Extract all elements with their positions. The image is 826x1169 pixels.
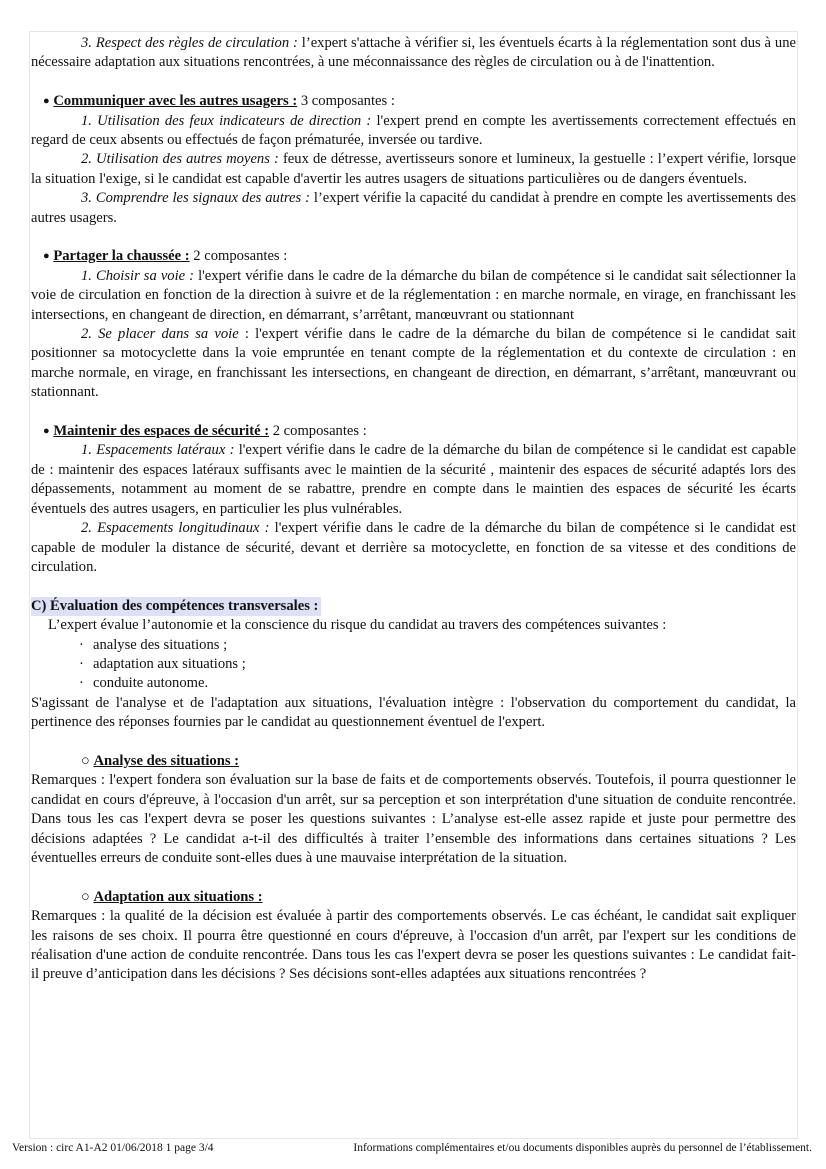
rule-respect-title: 3. Respect des règles de circulation : xyxy=(81,35,298,51)
maintenir-component-2 xyxy=(31,519,796,577)
communiquer-component-2 xyxy=(31,150,796,189)
analyse-heading: Analyse des situations : xyxy=(93,752,240,769)
partager-heading-line xyxy=(31,247,796,266)
communiquer-heading: Communiquer avec les autres usagers : xyxy=(53,93,298,110)
maintenir-count: 2 composantes : xyxy=(269,423,367,440)
adaptation-text: Remarques : la qualité de la décision est évaluée à partir des comportements observés. Le cas échéant, le candidat sait expliquer les raisons de ses choix. Il pourra être questionné en cours d'épreuve, à l'occasion d'un arrêt, par l'expert sur les conditions de réalisation d'une action de conduite rencontrée. Dans tous les cas l'expert devra se poser les questions suivantes : Le candidat fait-il preuve d’anticipation dans les décisions ? Ses décisions sont-elles adaptées aux situations rencontrées ? xyxy=(31,908,796,983)
component-text: l'expert vérifie dans le cadre de la démarche du bilan de compétence si le candidat est capable de moduler la distance de sécurité, devant et derrière sa motocyclette, en fonction de sa vitesse et des conditions de circulation. xyxy=(31,520,797,575)
component-title: 2. Utilisation des autres moyens : xyxy=(81,151,279,168)
component-text: l'expert prend en compte les avertissements correctement effectués en regard de ceux absents ou effectués de façon prématurée, inversée ou tardive. xyxy=(31,112,796,149)
component-text: l'expert vérifie dans le cadre de la démarche du bilan de compétence si le candidat est capable de : maintenir des espaces latéraux suffisants avec le maintien de la sécurité , maintenir des espaces de sécurité adaptés lors des dépassements, notamment au moment de se rabattre, prendre en compte dans le maintien des espaces de sécurité les écarts éventuels des autres usagers, en particulier les plus vulnérables. xyxy=(31,442,797,517)
maintenir-heading-line xyxy=(31,422,796,441)
component-title: 1. Utilisation des feux indicateurs de direction : xyxy=(81,112,372,129)
communiquer-component-3 xyxy=(31,189,796,228)
bullet-icon: ● xyxy=(43,95,50,108)
list-bullet-icon: · xyxy=(79,655,84,672)
maintenir-heading: Maintenir des espaces de sécurité : xyxy=(53,423,270,440)
footer-version: Version : circ A1-A2 01/06/2018 1 page 3/4 xyxy=(12,1142,214,1154)
circle-bullet-icon: ○ xyxy=(81,752,90,769)
component-title: 3. Comprendre les signaux des autres : xyxy=(81,190,310,207)
document-body xyxy=(31,34,796,985)
footer-info: Informations complémentaires et/ou documents disponibles auprès du personnel de l’établissement. xyxy=(353,1142,812,1154)
list-item xyxy=(31,655,796,674)
section-c-paragraph: S'agissant de l'analyse et de l'adaptation aux situations, l'évaluation intègre : l'observation du comportement du candidat, la pertinence des réponses fournies par le candidat au questionnement éventuel de l'expert. xyxy=(31,694,796,731)
rule-respect-text: l’expert s'attache à vérifier si, les éventuels écarts à la réglementation sont dus à une nécessaire adaptation aux situations rencontrées, à une méconnaissance des règles de circulation ou à de l'inattention. xyxy=(31,35,796,71)
bullet-icon: ● xyxy=(43,425,50,438)
analyse-text: Remarques : l'expert fondera son évaluation sur la base de faits et de comportements observés. Toutefois, il pourra questionner le candidat en cours d'épreuve, à l'occasion d'un arrêt, sur sa perception et son interprétation d'une situation de conduite rencontrée. Dans tous les cas l'expert devra se poser les questions suivantes : L’analyse est-elle assez rapide et juste pour permettre des décisions adaptées ? Le candidat a-t-il des difficultés à traiter l’ensemble des informations dans certaines situations ? Les éventuelles erreurs de conduite sont-elles dues à une mauvaise interprétation de la situation. xyxy=(31,772,796,866)
section-c-intro: L’expert évalue l’autonomie et la conscience du risque du candidat au travers des compétences suivantes : xyxy=(48,617,667,634)
partager-component-2 xyxy=(31,325,796,403)
list-item-text: analyse des situations ; xyxy=(93,636,228,653)
component-title: 1. Choisir sa voie : xyxy=(81,267,195,284)
communiquer-count: 3 composantes : xyxy=(297,93,395,110)
component-title: 1. Espacements latéraux : xyxy=(81,442,235,459)
component-title: 2. Se placer dans sa voie xyxy=(81,326,239,343)
list-item-text: adaptation aux situations ; xyxy=(93,655,246,672)
circle-bullet-icon: ○ xyxy=(81,888,90,905)
list-bullet-icon: · xyxy=(79,675,84,692)
list-item xyxy=(31,674,796,693)
component-title: 2. Espacements longitudinaux : xyxy=(81,520,270,537)
section-c-title-line xyxy=(31,597,796,616)
partager-component-1 xyxy=(31,267,796,325)
section-c-title: C) Évaluation des compétences transversales : xyxy=(31,597,321,616)
communiquer-heading-line xyxy=(31,92,796,111)
adaptation-heading-line xyxy=(31,888,796,907)
component-text: l'expert vérifie dans le cadre de la démarche du bilan de compétence si le candidat sait sélectionner la voie de circulation en fonction de la direction à suivre et de la réglementation : en marche normale, en virage, en franchissant les intersections, en changeant de direction, en démarrant, s’arrêtant, manœuvrant ou stationnant xyxy=(31,267,796,323)
rule-respect-paragraph xyxy=(31,34,796,73)
component-text: : l'expert vérifie dans le cadre de la démarche du bilan de compétence si le candidat sait positionner sa motocyclette dans la voie empruntée en tenant compte de la réglementation et du contexte de circulation : en marche normale, en virage, en franchissant les intersections, en changeant de direction, en démarrant, s’arrêtant, manœuvrant ou stationnant. xyxy=(31,326,796,401)
communiquer-component-1 xyxy=(31,112,796,151)
adaptation-heading: Adaptation aux situations : xyxy=(93,888,263,905)
partager-heading: Partager la chaussée : xyxy=(53,248,190,265)
maintenir-component-1 xyxy=(31,441,796,519)
bullet-icon: ● xyxy=(43,250,50,263)
list-item-text: conduite autonome. xyxy=(93,675,209,692)
list-bullet-icon: · xyxy=(79,636,84,653)
partager-count: 2 composantes : xyxy=(189,248,288,265)
component-text: feux de détresse, avertisseurs sonore et lumineux, la gestuelle : l’expert vérifie, lorsque la situation l'exige, si le candidat est capable d'avertir les autres usagers de situations particulières ou de dangers éventuels. xyxy=(31,151,796,187)
component-text: l’expert vérifie la capacité du candidat à prendre en compte les avertissements des autres usagers. xyxy=(31,190,796,226)
analyse-heading-line xyxy=(31,752,796,771)
list-item xyxy=(31,636,796,655)
